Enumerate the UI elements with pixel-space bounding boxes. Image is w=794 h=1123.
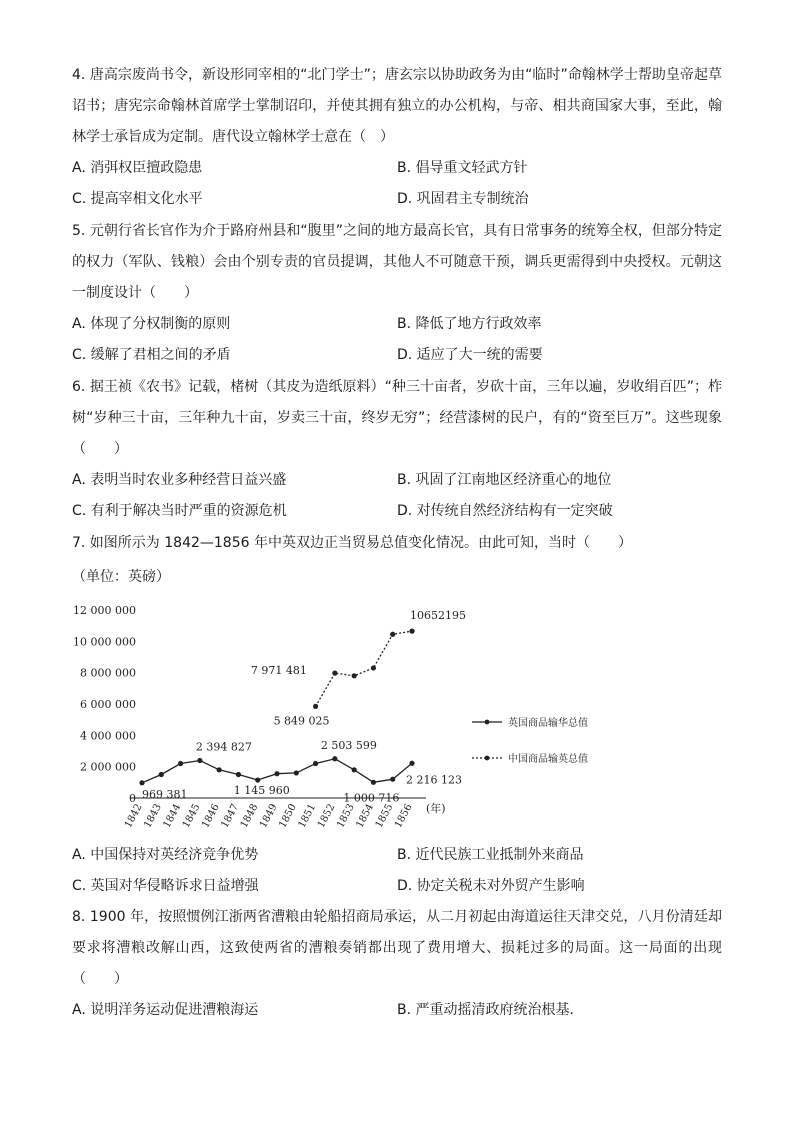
options-row: [72, 840, 722, 871]
data-point: [255, 777, 260, 782]
x-tick-label: 1851: [296, 802, 319, 830]
option-a: A. 体现了分权制衡的原则: [72, 316, 231, 332]
option-c: C. 缓解了君相之间的矛盾: [72, 347, 231, 363]
options-row: [72, 871, 722, 902]
option-b: B. 严重动摇清政府统治根基．: [397, 1002, 584, 1018]
option-b: B. 巩固了江南地区经济重心的地位: [397, 472, 612, 488]
data-point: [313, 761, 318, 766]
unit-label: （单位：英磅）: [72, 569, 170, 585]
x-tick-label: 1844: [161, 802, 184, 830]
data-label: 1 000 716: [343, 791, 400, 805]
data-point: [352, 767, 357, 772]
options-row: [72, 496, 722, 527]
x-tick-label: 1845: [180, 802, 203, 830]
option-c: C. 有利于解决当时严重的资源危机: [72, 503, 287, 519]
x-tick-label: 1848: [238, 802, 261, 830]
trade-line-chart: [72, 590, 632, 835]
data-label: 2 503 599: [320, 738, 377, 752]
data-label: 7 971 481: [250, 664, 307, 678]
data-point: [332, 671, 337, 676]
option-d: D. 对传统自然经济结构有一定突破: [397, 503, 613, 519]
y-tick-label: 6 000 000: [80, 698, 136, 711]
data-point: [178, 761, 183, 766]
x-tick-label: 1850: [277, 802, 299, 830]
option-c: C. 英国对华侵略诉求日益增强: [72, 878, 259, 894]
x-tick-label: 1846: [200, 802, 222, 830]
data-label: 1 145 960: [233, 784, 290, 798]
data-point: [371, 780, 376, 785]
option-a: A. 中国保持对英经济竞争优势: [72, 847, 259, 863]
x-tick-label: 1843: [142, 802, 164, 830]
options-row: [72, 153, 722, 184]
legend-swatch-marker: [485, 720, 490, 725]
options-row: [72, 995, 722, 1026]
option-b: B. 倡导重文轻武方针: [397, 160, 528, 176]
question-stem: 8. 1900 年，按照惯例江浙两省漕粮由轮船招商局承运，从二月初起由海道运往天津交兑，八月份清廷却要求将漕粮改解山西，这致使两省的漕粮奏销都出现了费用增大、损耗过多的局面。这一局面的出现（ ）: [72, 909, 722, 987]
data-label: 969 381: [142, 787, 188, 801]
options-row: [72, 465, 722, 496]
option-c: C. 提高宰相文化水平: [72, 191, 203, 207]
data-label: 10652195: [410, 609, 466, 623]
data-label: 5 849 025: [273, 714, 330, 728]
option-b: B. 近代民族工业抵制外来商品: [397, 847, 584, 863]
data-point: [197, 758, 202, 763]
data-point: [390, 777, 395, 782]
legend-swatch-marker: [485, 756, 490, 761]
option-d: D. 适应了大一统的需要: [397, 347, 543, 363]
option-a: A. 消弭权臣擅政隐患: [72, 160, 203, 176]
x-tick-label: 1847: [219, 802, 242, 830]
data-point: [371, 665, 376, 670]
data-point: [313, 704, 318, 709]
y-tick-label: 12 000 000: [73, 604, 136, 617]
data-point: [352, 673, 357, 678]
options-row: [72, 184, 722, 215]
data-point: [139, 780, 144, 785]
x-tick-label: 1855: [373, 802, 396, 830]
question-8: [72, 902, 722, 1026]
question-stem: 7. 如图所示为 1842—1856 年中英双边正当贸易总值变化情况。由此可知，当时（ ）: [72, 535, 632, 551]
x-tick-label: 1853: [335, 802, 357, 830]
options-row: [72, 340, 722, 371]
data-point: [390, 632, 395, 637]
data-label: 2 216 123: [406, 773, 462, 787]
x-tick-label: 1856: [392, 802, 415, 830]
option-a: A. 说明洋务运动促进漕粮海运: [72, 1002, 259, 1018]
question-stem: 5. 元朝行省长官作为介于路府州县和“腹里”之间的地方最高长官，具有日常事务的统筹全权，但部分特定的权力（军队、钱粮）会由个别专责的官员提调，其他人不可随意干预，调兵更需得到中央授权。元朝这一制度设计（ ）: [72, 223, 722, 301]
data-point: [294, 770, 299, 775]
data-point: [409, 761, 414, 766]
x-unit-label: (年): [426, 802, 446, 815]
series-line-china-exports: [316, 631, 412, 706]
data-label: 2 394 827: [195, 740, 252, 754]
data-point: [217, 767, 222, 772]
data-point: [409, 629, 414, 634]
data-point: [159, 772, 164, 777]
y-tick-label: 10 000 000: [73, 635, 136, 649]
question-5: [72, 216, 722, 371]
option-d: D. 协定关税未对外贸产生影响: [397, 878, 585, 894]
question-7-options: [72, 840, 722, 902]
y-tick-label: 8 000 000: [80, 666, 136, 680]
legend-label: 中国商品输英总值: [508, 754, 588, 765]
y-tick-label: 4 000 000: [80, 729, 136, 743]
data-point: [274, 771, 279, 776]
options-row: [72, 309, 722, 340]
question-stem: 6. 据王祯《农书》记载，楮树（其皮为造纸原料）“种三十亩者，岁砍十亩，三年以遍，岁收绢百匹”；柞树“岁种三十亩，三年种九十亩，岁卖三十亩，终岁无穷”；经营漆树的民户，有的“资至巨万”。这些现象（ ）: [72, 379, 722, 457]
option-d: D. 巩固君主专制统治: [397, 191, 529, 207]
legend-label: 英国商品输华总值: [508, 718, 588, 729]
x-tick-label: 1842: [122, 802, 145, 830]
x-tick-label: 1854: [354, 802, 377, 830]
y-tick-label: 0: [129, 792, 136, 805]
data-point: [332, 756, 337, 761]
x-tick-label: 1849: [257, 802, 280, 830]
data-point: [236, 772, 241, 777]
x-tick-label: 1852: [315, 802, 338, 830]
question-stem: 4. 唐高宗废尚书令，新设形同宰相的“北门学士”；唐玄宗以协助政务为由“临时”命翰林学士帮助皇帝起草诏书；唐宪宗命翰林首席学士掌制诏印，并使其拥有独立的办公机构，与帝、相共商国家大事，至此，翰林学士承旨成为定制。唐代设立翰林学士意在（ ）: [72, 67, 722, 145]
question-7-stem-block: [72, 528, 722, 559]
y-tick-label: 2 000 000: [80, 760, 136, 774]
question-6: [72, 372, 722, 527]
option-a: A. 表明当时农业多种经营日益兴盛: [72, 472, 287, 488]
question-4: [72, 60, 722, 215]
option-b: B. 降低了地方行政效率: [397, 316, 542, 332]
